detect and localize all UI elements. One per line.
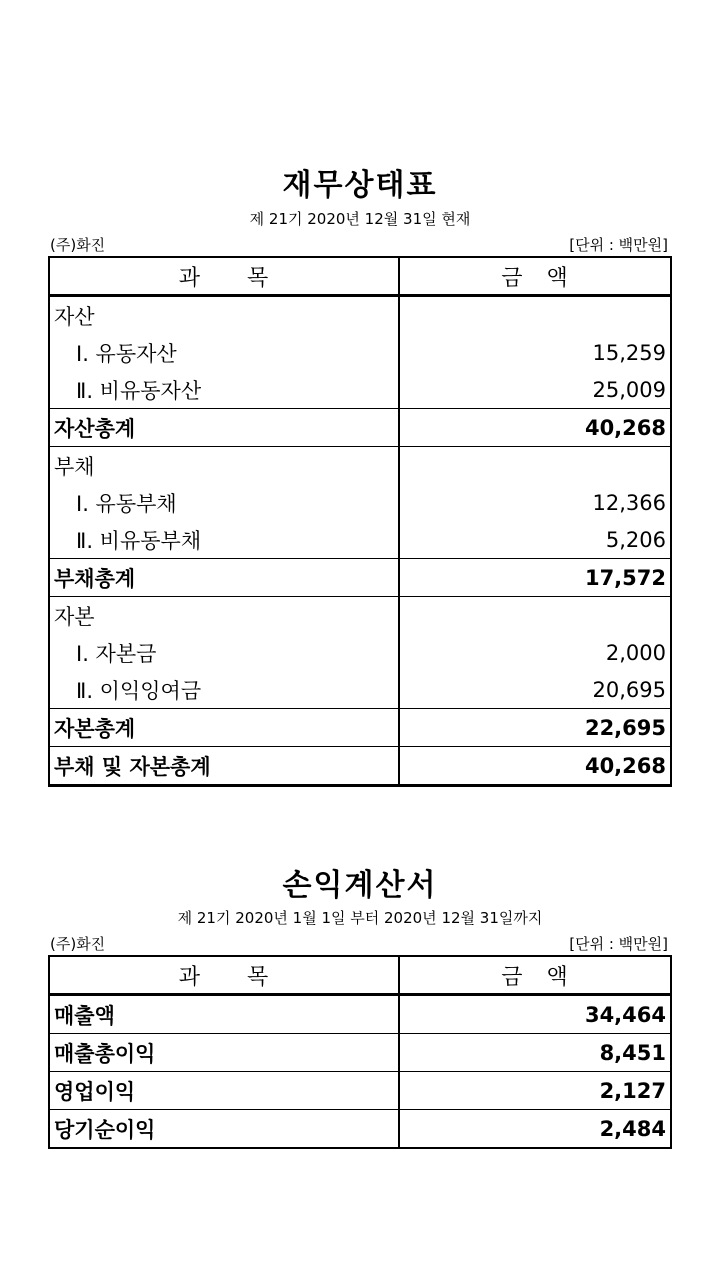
table-row: [49, 447, 671, 485]
row-label: 자산총계: [49, 409, 399, 447]
row-amount: 5,206: [399, 521, 671, 559]
row-label: Ⅰ. 유동자산: [49, 334, 399, 371]
table-row: [49, 1034, 671, 1072]
row-label: 매출액: [49, 995, 399, 1034]
row-amount: 12,366: [399, 484, 671, 521]
table-row-grand-total: [49, 747, 671, 786]
table-row-total: [49, 709, 671, 747]
table-row-total: [49, 559, 671, 597]
row-label: Ⅱ. 비유동자산: [49, 371, 399, 409]
balance-sheet-title: 재무상태표: [282, 168, 438, 203]
table-row: [49, 484, 671, 521]
income-statement-unit: [단위 : 백만원]: [569, 935, 668, 953]
row-amount: [399, 296, 671, 335]
row-label: 부채: [49, 447, 399, 485]
row-amount: 8,451: [399, 1034, 671, 1072]
income-statement-table: [48, 955, 672, 1149]
table-row: [49, 1110, 671, 1149]
row-amount: 25,009: [399, 371, 671, 409]
row-label: Ⅰ. 유동부채: [49, 484, 399, 521]
table-row: [49, 371, 671, 409]
table-header-row: [49, 956, 671, 995]
row-amount: [399, 597, 671, 635]
row-amount: 2,484: [399, 1110, 671, 1149]
row-amount: 40,268: [399, 747, 671, 786]
table-row: [49, 634, 671, 671]
table-row: [49, 597, 671, 635]
row-amount: 2,127: [399, 1072, 671, 1110]
balance-sheet-period: 제 21기 2020년 12월 31일 현재: [249, 210, 471, 228]
row-label: 부채 및 자본총계: [49, 747, 399, 786]
row-label: 영업이익: [49, 1072, 399, 1110]
column-header-amount: 금 액: [399, 257, 671, 296]
row-label: 자산: [49, 296, 399, 335]
row-amount: 40,268: [399, 409, 671, 447]
row-label: Ⅰ. 자본금: [49, 634, 399, 671]
row-amount: 20,695: [399, 671, 671, 709]
column-header-item: 과 목: [49, 257, 399, 296]
row-amount: 15,259: [399, 334, 671, 371]
balance-sheet-unit: [단위 : 백만원]: [569, 236, 668, 254]
row-label: 매출총이익: [49, 1034, 399, 1072]
table-row: [49, 995, 671, 1034]
table-header-row: [49, 257, 671, 296]
balance-sheet-table: [48, 256, 672, 787]
row-label: Ⅱ. 이익잉여금: [49, 671, 399, 709]
row-label: 부채총계: [49, 559, 399, 597]
row-label: Ⅱ. 비유동부채: [49, 521, 399, 559]
row-amount: 17,572: [399, 559, 671, 597]
table-row: [49, 671, 671, 709]
income-statement-company: (주)화진: [50, 935, 106, 953]
column-header-item: 과 목: [49, 956, 399, 995]
row-label: 당기순이익: [49, 1110, 399, 1149]
row-label: 자본: [49, 597, 399, 635]
table-row: [49, 296, 671, 335]
table-row: [49, 1072, 671, 1110]
table-row-total: [49, 409, 671, 447]
balance-sheet-company: (주)화진: [50, 236, 106, 254]
row-amount: 34,464: [399, 995, 671, 1034]
row-amount: 22,695: [399, 709, 671, 747]
table-row: [49, 334, 671, 371]
row-label: 자본총계: [49, 709, 399, 747]
row-amount: [399, 447, 671, 485]
income-statement-period: 제 21기 2020년 1월 1일 부터 2020년 12월 31일까지: [177, 909, 543, 927]
income-statement-title: 손익계산서: [282, 868, 438, 903]
column-header-amount: 금 액: [399, 956, 671, 995]
row-amount: 2,000: [399, 634, 671, 671]
table-row: [49, 521, 671, 559]
